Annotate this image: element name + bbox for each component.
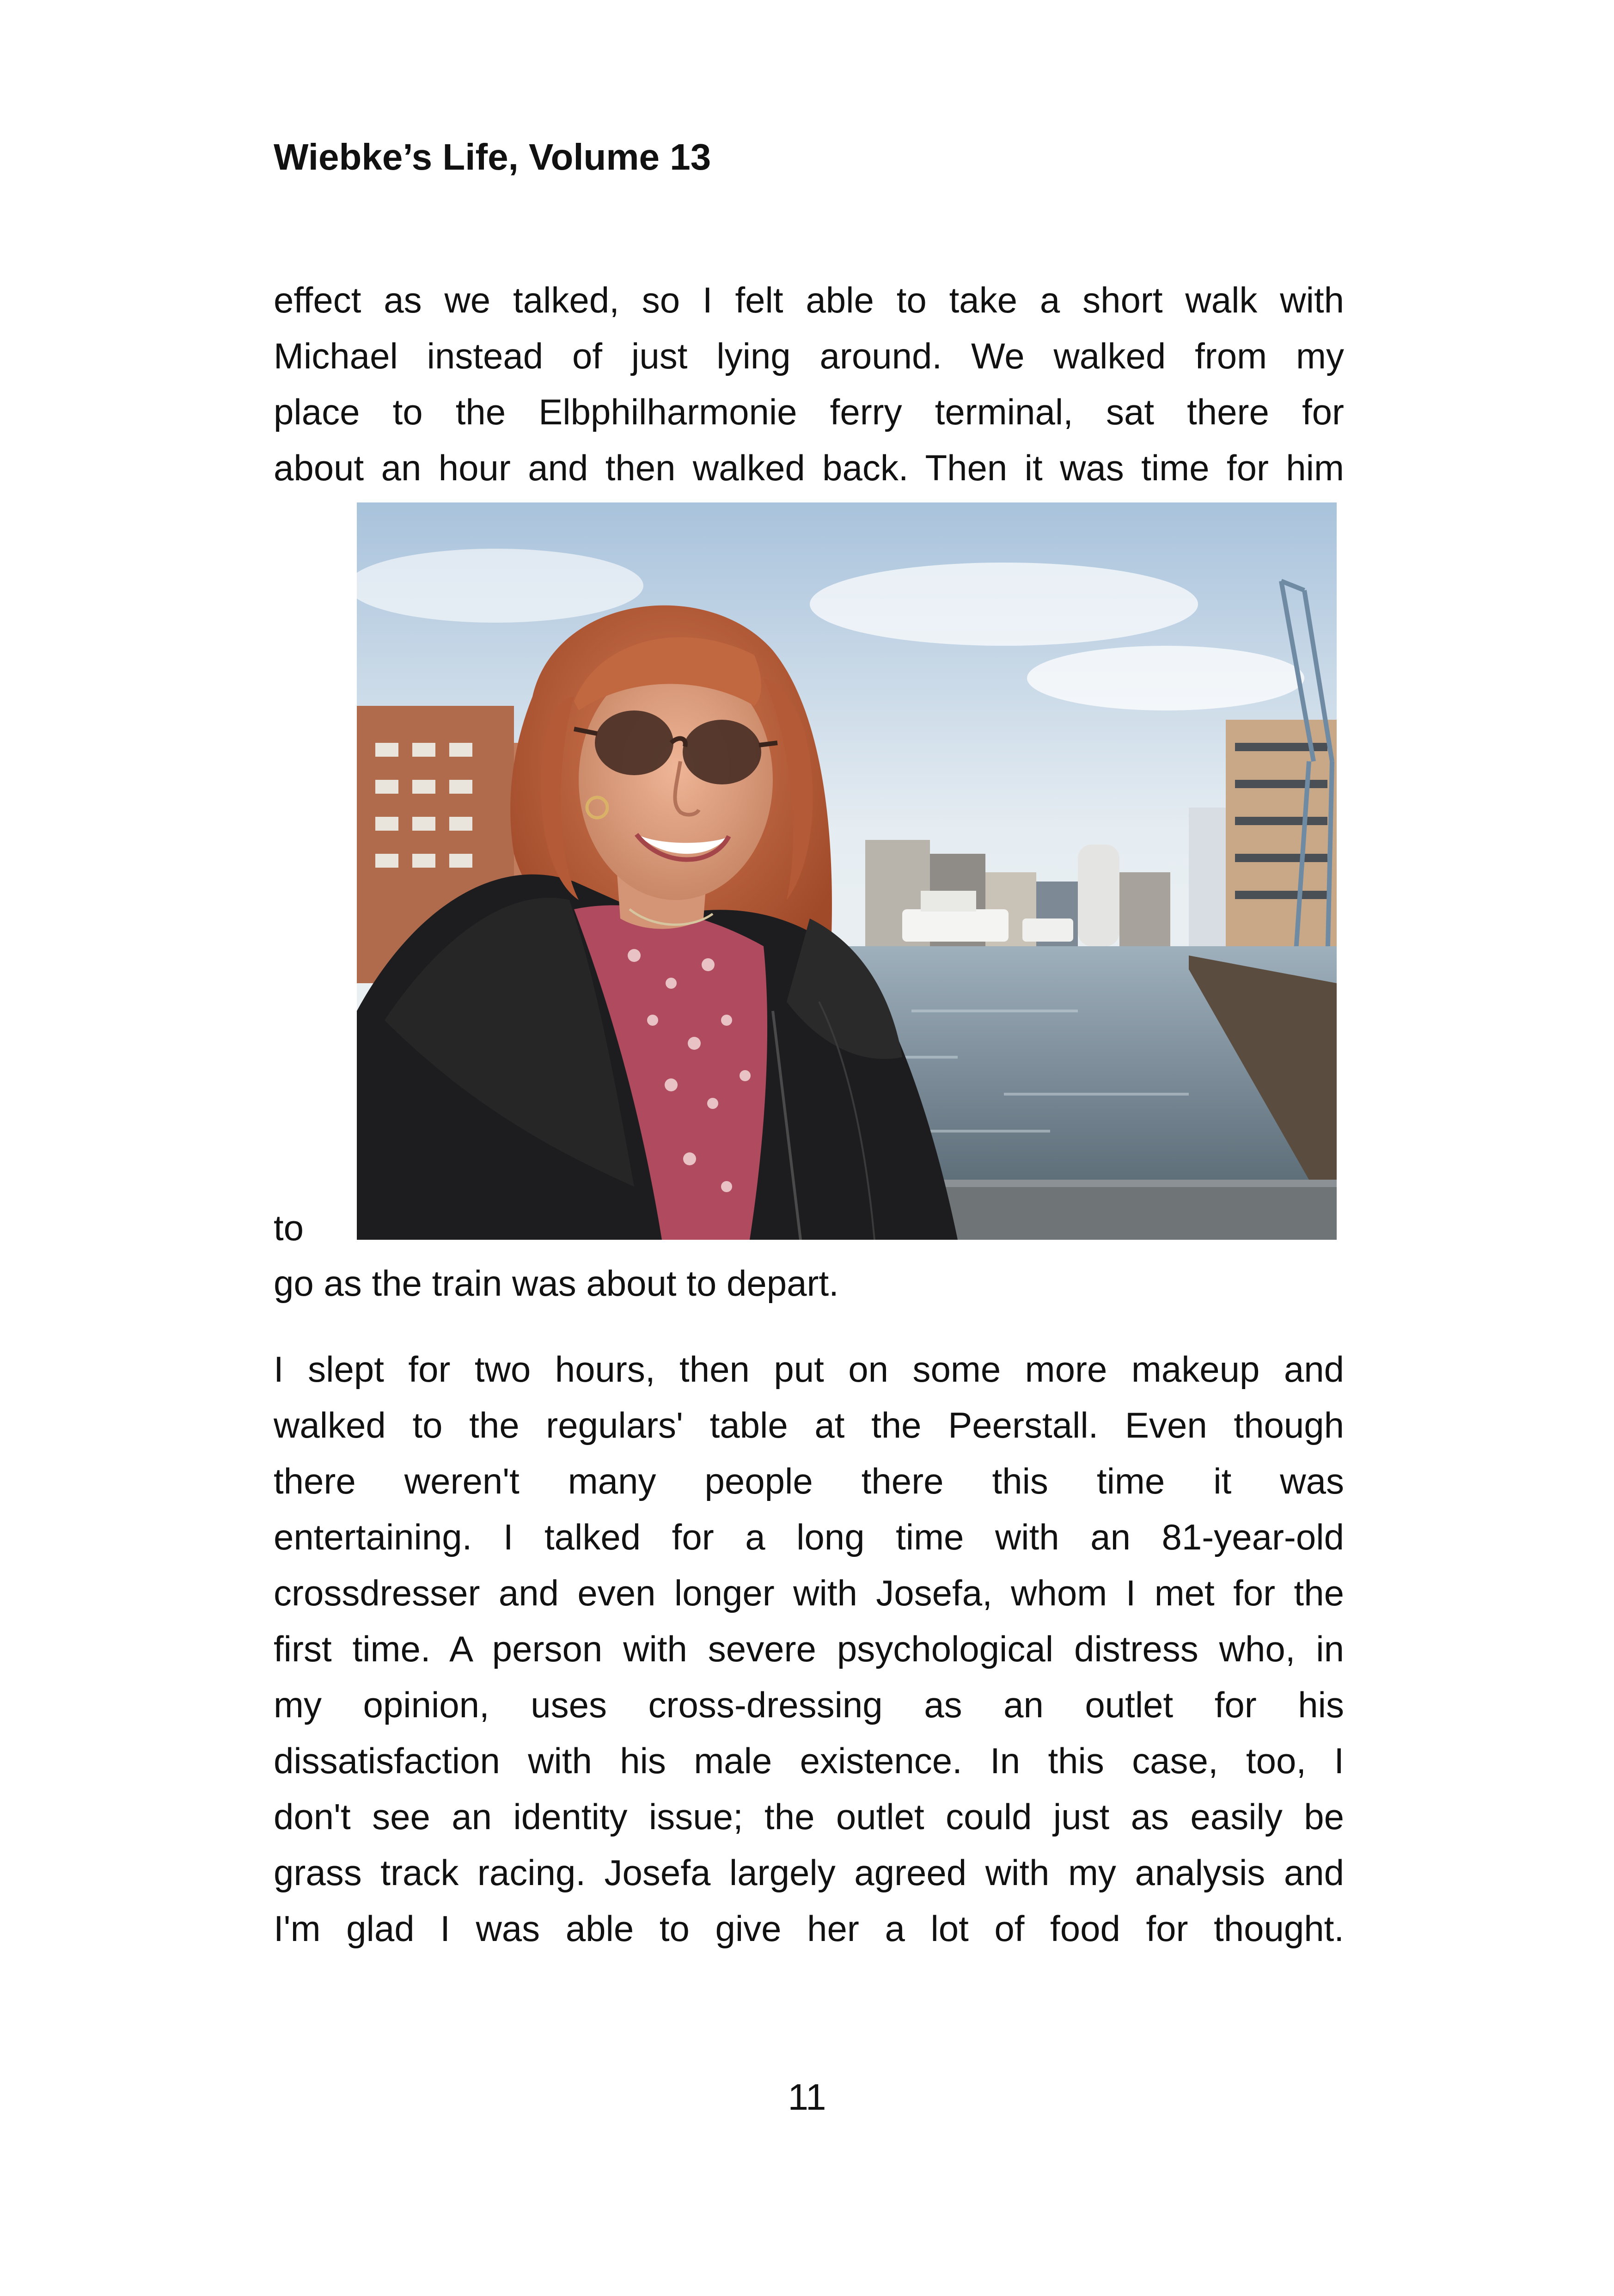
paragraph-line: grass track racing. Josefa largely agreed with my analysis and <box>274 1852 1344 1893</box>
paragraph-line: effect as we talked, so I felt able to take a short walk with <box>274 280 1344 320</box>
paragraph-line: Michael instead of just lying around. We walked from my <box>274 336 1344 376</box>
harbor-portrait-photo <box>357 502 1337 1240</box>
paragraph-1 <box>274 272 1344 496</box>
paragraph-line: crossdresser and even longer with Josefa, whom I met for the <box>274 1573 1344 1613</box>
paragraph-line: dissatisfaction with his male existence. In this case, too, I <box>274 1740 1344 1781</box>
page-header-title: Wiebke’s Life, Volume 13 <box>274 136 711 178</box>
paragraph-1-continuation: go as the train was about to depart. <box>274 1263 839 1304</box>
page-number: 11 <box>788 2076 826 2118</box>
paragraph-line: my opinion, uses cross-dressing as an outlet for his <box>274 1684 1344 1725</box>
paragraph-line: don't see an identity issue; the outlet could just as easily be <box>274 1796 1344 1837</box>
paragraph-line: there weren't many people there this time it was <box>274 1461 1344 1501</box>
paragraph-2 <box>274 1341 1344 1957</box>
paragraph-line: about an hour and then walked back. Then it was time for him <box>274 447 1344 488</box>
paragraph-line: first time. A person with severe psychological distress who, in <box>274 1629 1344 1669</box>
paragraph-line: walked to the regulars' table at the Peerstall. Even though <box>274 1405 1344 1445</box>
wrapped-word: to <box>274 1207 304 1248</box>
paragraph-line: I'm glad I was able to give her a lot of food for thought. <box>274 1908 1344 1949</box>
paragraph-line: entertaining. I talked for a long time with an 81-year-old <box>274 1517 1344 1557</box>
paragraph-line: I slept for two hours, then put on some more makeup and <box>274 1349 1344 1390</box>
paragraph-line: place to the Elbphilharmonie ferry terminal, sat there for <box>274 392 1344 432</box>
photo-illustration <box>357 502 1337 1240</box>
